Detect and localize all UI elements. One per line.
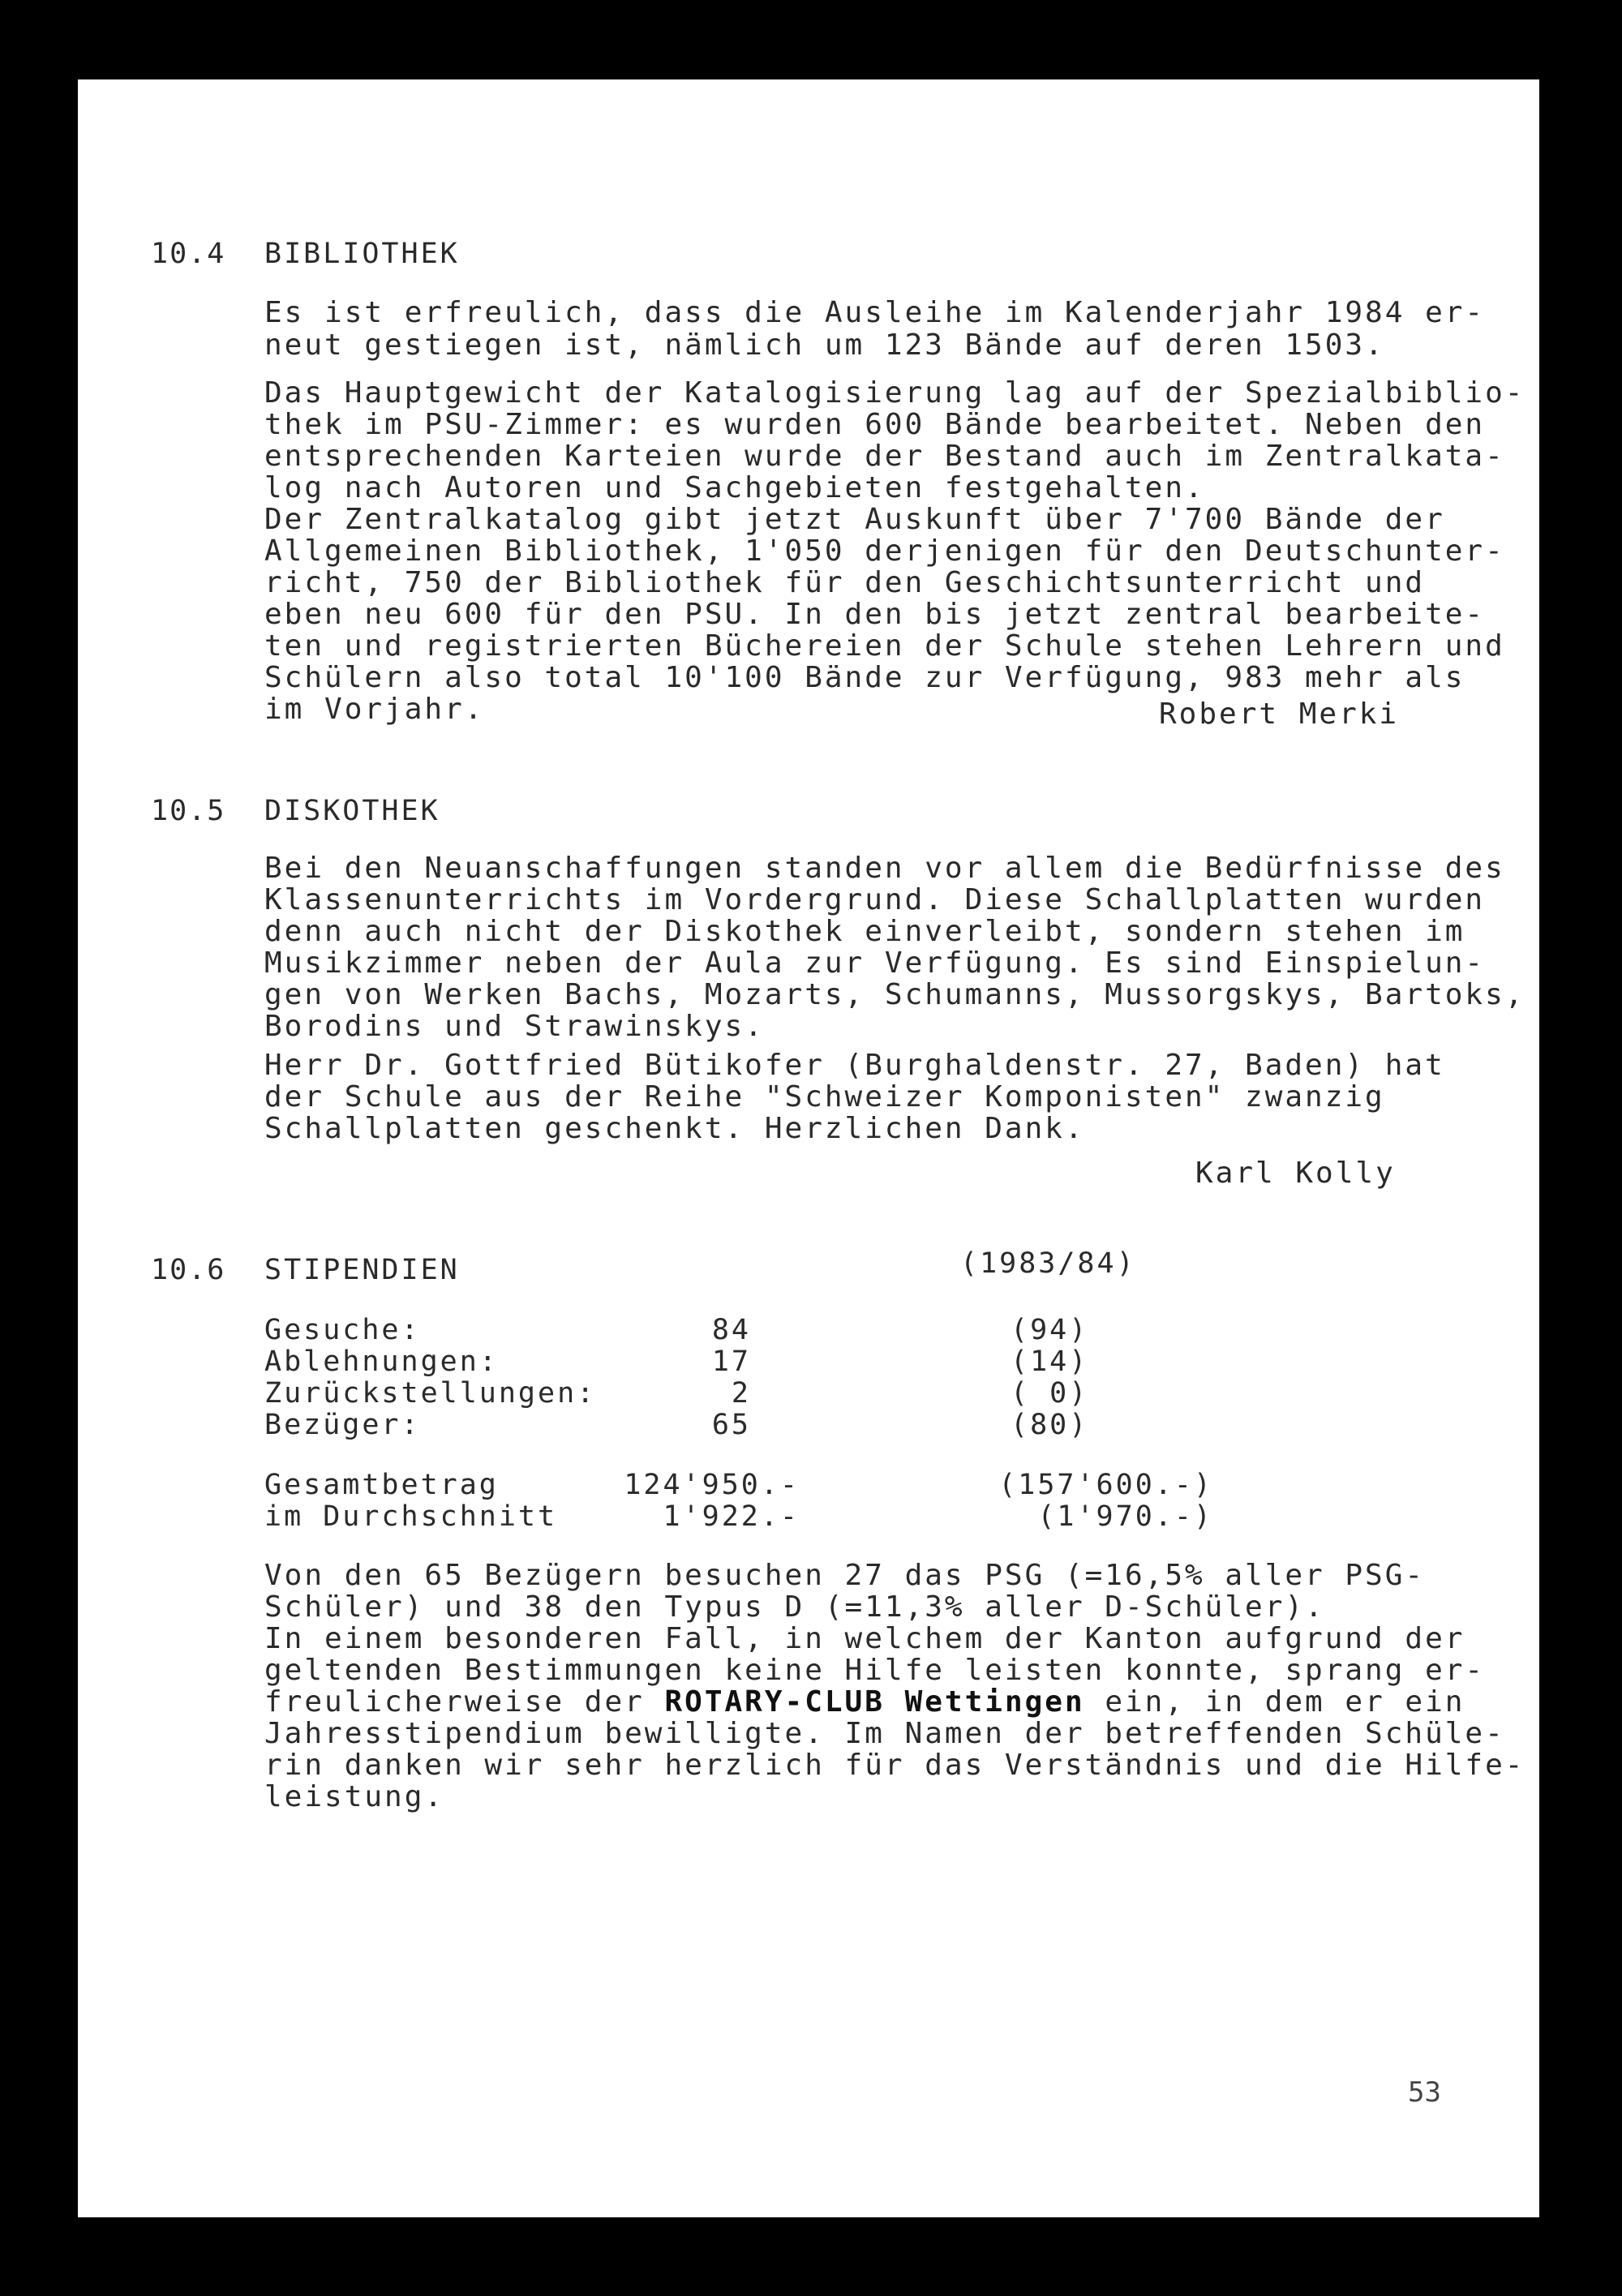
paragraph-line: eben neu 600 für den PSU. In den bis jetzt zentral bearbeite- [264,598,1486,631]
club-name: ROTARY-CLUB Wettingen [664,1685,1085,1719]
paragraph-line: neut gestiegen ist, nämlich um 123 Bände auf deren 1503. [264,328,1385,362]
line-text: freulicherweise der [264,1685,665,1719]
stat-label: Zurückstellungen: [264,1377,597,1410]
amount-prev-value: (157'600.-) [998,1469,1213,1501]
section-title: STIPENDIEN [264,1254,460,1286]
paragraph-line: gen von Werken Bachs, Mozarts, Schumanns, Mussorgskys, Bartoks, [264,978,1525,1011]
paragraph-line: Schallplatten geschenkt. Herzlichen Dank. [264,1112,1085,1145]
stat-prev-value: (14) [1011,1345,1089,1378]
paragraph-line: Das Hauptgewicht der Katalogisierung lag auf der Spezialbiblio- [264,376,1525,410]
paragraph-line: Schüler) und 38 den Typus D (=11,3% aller D-Schüler). [264,1590,1325,1624]
paragraph-line: Borodins und Strawinskys. [264,1010,765,1043]
paragraph-line: der Schule aus der Reihe "Schweizer Komponisten" zwanzig [264,1080,1385,1114]
page-number: 53 [1408,2076,1441,2109]
paragraph-line: geltenden Bestimmungen keine Hilfe leisten konnte, sprang er- [264,1654,1486,1687]
paragraph-line: thek im PSU-Zimmer: es wurden 600 Bände bearbeitet. Neben den [264,408,1486,441]
paragraph-line: richt, 750 der Bibliothek für den Geschichtsunterricht und [264,566,1426,599]
amount-prev-value: (1'970.-) [1037,1500,1213,1533]
paragraph-line: rin danken wir sehr herzlich für das Verständnis und die Hilfe- [264,1749,1525,1782]
stat-prev-value: (80) [1011,1409,1089,1441]
paragraph-line: Von den 65 Bezügern besuchen 27 das PSG (=16,5% aller PSG- [264,1559,1426,1592]
amount-label: im Durchschnitt [264,1500,558,1533]
stat-label: Ablehnungen: [264,1345,499,1378]
paragraph-line: Herr Dr. Gottfried Bütikofer (Burghaldenstr. 27, Baden) hat [264,1049,1445,1082]
paragraph-line: Der Zentralkatalog gibt jetzt Auskunft über 7'700 Bände der [264,503,1445,536]
paragraph-line: denn auch nicht der Diskothek einverleibt, sondern stehen im [264,915,1465,948]
stat-label: Gesuche: [264,1314,421,1346]
signature: Karl Kolly [1195,1157,1396,1190]
amount-label: Gesamtbetrag [264,1469,499,1501]
stat-label: Bezüger: [264,1409,421,1441]
section-title: BIBLIOTHEK [264,238,460,270]
paragraph-line: Bei den Neuanschaffungen standen vor allem die Bedürfnisse des [264,852,1505,885]
section-number: 10.4 [151,238,226,270]
paragraph-line: log nach Autoren und Sachgebieten festgehalten. [264,471,1205,504]
signature: Robert Merki [1159,697,1400,731]
stat-value: 84 [711,1314,751,1346]
amount-value: 124'950.- [624,1469,800,1501]
paragraph-line [264,1686,1465,1719]
section-title: DISKOTHEK [264,795,440,827]
paragraph-line: Es ist erfreulich, dass die Ausleihe im Kalenderjahr 1984 er- [264,296,1486,329]
paragraph-line: leistung. [264,1780,445,1813]
amount-value: 1'922.- [663,1500,800,1533]
paragraph-line: In einem besonderen Fall, in welchem der Kanton aufgrund der [264,1622,1465,1655]
paragraph-line: entsprechenden Karteien wurde der Bestand auch im Zentralkata- [264,440,1505,473]
paragraph-line: ten und registrierten Büchereien der Schule stehen Lehrern und [264,629,1505,663]
stat-prev-value: ( 0) [1011,1377,1089,1410]
section-number: 10.5 [151,795,226,827]
stat-prev-value: (94) [1011,1314,1089,1346]
prev-year-header: (1983/84) [960,1247,1136,1280]
stat-value: 17 [711,1345,751,1378]
paragraph-line: Jahresstipendium bewilligte. Im Namen der betreffenden Schüle- [264,1717,1505,1750]
line-text: ein, in dem er ein [1084,1685,1465,1719]
document-page [78,79,1539,2217]
paragraph-line: Musikzimmer neben der Aula zur Verfügung. Es sind Einspielun- [264,946,1486,980]
paragraph-line: Allgemeinen Bibliothek, 1'050 derjenigen für den Deutschunter- [264,534,1505,568]
paragraph-line: Schülern also total 10'100 Bände zur Verfügung, 983 mehr als [264,661,1465,694]
section-number: 10.6 [151,1254,226,1286]
stat-value: 2 [731,1377,751,1410]
paragraph-line: Klassenunterrichts im Vordergrund. Diese Schallplatten wurden [264,883,1486,916]
stat-value: 65 [711,1409,751,1441]
paragraph-line: im Vorjahr. [264,693,485,726]
